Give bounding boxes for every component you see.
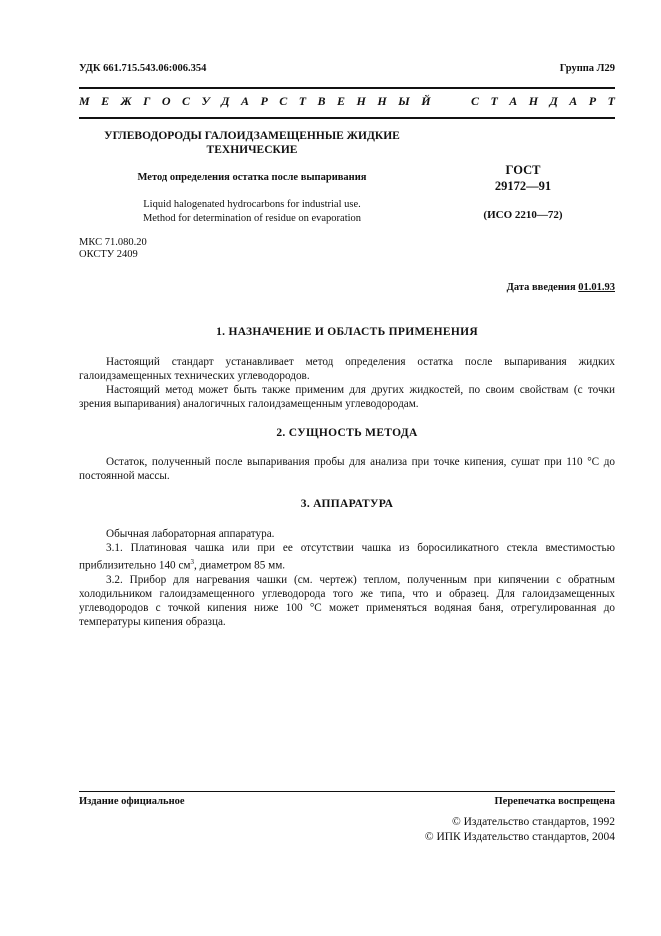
banner-letter: Т bbox=[490, 94, 498, 108]
footer-rule bbox=[79, 791, 615, 792]
banner-letter: А bbox=[509, 94, 518, 108]
banner-letter: Т bbox=[607, 94, 615, 108]
banner-letter: Д bbox=[549, 94, 558, 108]
banner-letter: С bbox=[181, 94, 190, 108]
group-code: Группа Л29 bbox=[559, 63, 615, 74]
banner-letter: Д bbox=[221, 94, 230, 108]
interstate-standard-banner bbox=[79, 94, 615, 110]
banner-letter: Е bbox=[101, 94, 110, 108]
banner-letter: Й bbox=[421, 94, 431, 108]
banner-letter: Н bbox=[356, 94, 366, 108]
section-2-title: 2. СУЩНОСТЬ МЕТОДА bbox=[276, 427, 418, 439]
section-1-body: Настоящий стандарт устанавливает метод определения остатка после выпаривания жидких галоидзамещенных технических углеводородов. Настоящий метод может быть также применим для других жидкостей, по своим свойствам (с точки зрения выпаривания) аналогичных галоидзамещенным углеводородам. bbox=[79, 356, 615, 410]
gost-designation: ГОСТ 29172—91 bbox=[494, 163, 552, 193]
banner-letter: С bbox=[471, 94, 480, 108]
banner-letter: Т bbox=[298, 94, 307, 108]
section-1-title: 1. НАЗНАЧЕНИЕ И ОБЛАСТЬ ПРИМЕНЕНИЯ bbox=[216, 326, 478, 338]
banner-letter: Р bbox=[260, 94, 268, 108]
banner-letter: Ж bbox=[120, 94, 132, 108]
banner-letter: Н bbox=[528, 94, 539, 108]
banner-letter: М bbox=[79, 94, 90, 108]
banner-letter: Ы bbox=[398, 94, 410, 108]
section-3-title: 3. АППАРАТУРА bbox=[300, 498, 394, 510]
classification-codes bbox=[79, 237, 147, 261]
banner-letter: А bbox=[240, 94, 249, 108]
banner-letter: Н bbox=[377, 94, 387, 108]
banner-letter: Г bbox=[143, 94, 151, 108]
banner-letter: А bbox=[569, 94, 578, 108]
banner-letter: Е bbox=[337, 94, 346, 108]
section-2-body: Остаток, полученный после выпаривания пробы для анализа при точке кипения, сушат при 110 °С до постоянной массы. bbox=[79, 456, 615, 482]
iso-reference: (ИСО 2210—72) bbox=[483, 209, 563, 221]
english-title: Liquid halogenated hydrocarbons for industrial use. Method for determination of residue on evaporation bbox=[142, 199, 362, 224]
banner-rule bbox=[79, 117, 615, 119]
banner-letter: Р bbox=[588, 94, 597, 108]
introduction-date: Дата введения 01.01.93 bbox=[506, 282, 615, 293]
banner-letter: В bbox=[317, 94, 326, 108]
document-title: УГЛЕВОДОРОДЫ ГАЛОИДЗАМЕЩЕННЫЕ ЖИДКИЕ ТЕХНИЧЕСКИЕ bbox=[104, 130, 400, 156]
banner-letter bbox=[457, 94, 460, 110]
top-rule bbox=[79, 87, 615, 89]
udc-code: УДК 661.715.543.06:006.354 bbox=[79, 63, 207, 74]
section-3-body: Обычная лабораторная аппаратура. 3.1. Платиновая чашка или при ее отсутствии чашка из боросиликатного стекла вместимостью приблизительно 140 $см^3$, диаметром 85 мм. 3.2. Прибор для нагревания чашки (см. чертеж) теплом, полученным при кипячении с обратным холодильником галоидзамещенного углеводорода того же типа, что и образец. Для галоидзамещенных углеводородов с точкой кипения ниже 100 °С может применяться водяная баня, отрегулированная до температуры кипения образца. bbox=[79, 528, 615, 628]
oksty-code: ОКСТУ 2409 bbox=[79, 249, 138, 260]
mks-code: МКС 71.080.20 bbox=[79, 237, 147, 248]
banner-letter bbox=[442, 94, 445, 110]
banner-letter: У bbox=[201, 94, 210, 108]
official-edition-label: Издание официальное bbox=[79, 796, 185, 807]
reprint-prohibited-label: Перепечатка воспрещена bbox=[494, 796, 615, 807]
copyright-block: © Издательство стандартов, 1992 © ИПК Издательство стандартов, 2004 bbox=[424, 816, 615, 843]
banner-letter: С bbox=[279, 94, 288, 108]
method-title: Метод определения остатка после выпаривания bbox=[137, 172, 367, 183]
banner-letter: О bbox=[161, 94, 171, 108]
